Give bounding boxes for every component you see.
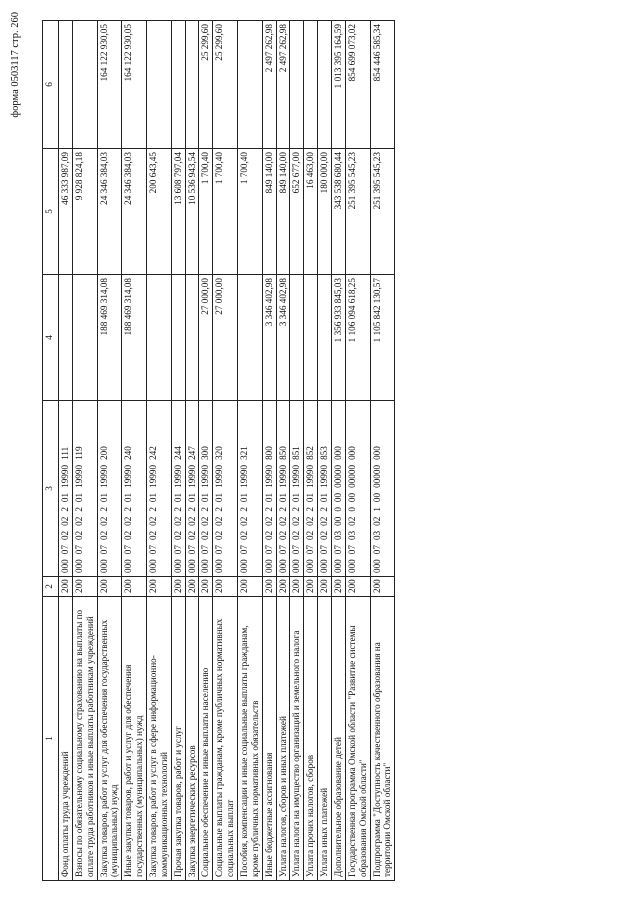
code-part: 07: [98, 545, 109, 555]
code-part: 07: [172, 545, 183, 555]
code-part: 02: [263, 530, 274, 541]
code-part: 2: [263, 507, 274, 512]
executed-amount: 1 700,40: [238, 149, 263, 275]
code-part: 00000: [333, 464, 344, 488]
executed-amount: 1 700,40: [213, 149, 238, 275]
code-part: 02: [123, 530, 134, 541]
code-part: 2: [214, 507, 225, 512]
unexecuted-amount: 1 013 395 164,59: [332, 21, 346, 149]
code-part: 242: [148, 446, 159, 460]
code-part: 02: [98, 530, 109, 541]
unexecuted-amount: [304, 21, 318, 149]
executed-amount: 251 395 545,23: [370, 149, 395, 275]
code-part: 02: [214, 516, 225, 526]
row-line-code: 200: [199, 577, 213, 597]
approved-amount: [171, 275, 185, 401]
code-part: 07: [123, 545, 134, 555]
code-part: 000: [305, 559, 316, 573]
code-part: 01: [277, 492, 288, 503]
budget-classification-code: [370, 401, 395, 577]
code-part: 02: [200, 516, 211, 526]
code-part: 19990: [98, 464, 109, 488]
code-part: 02: [214, 530, 225, 541]
code-part: 07: [148, 545, 159, 555]
table-row: [318, 21, 332, 881]
row-name: Прочая закупка товаров, работ и услуг: [171, 597, 185, 881]
unexecuted-amount: 2 497 262,98: [276, 21, 290, 149]
row-name: Иные бюджетные ассигнования: [262, 597, 276, 881]
row-name: Взносы по обязательному социальному страхованию на выплаты по оплате труда работников и иные выплаты работникам учреждений: [72, 597, 97, 881]
code-part: 02: [239, 530, 250, 541]
code-part: 00: [333, 492, 344, 503]
row-line-code: 200: [238, 577, 263, 597]
code-part: 19990: [186, 464, 197, 488]
row-name: Социальные выплаты гражданам, кроме публичных нормативных социальных выплат: [213, 597, 238, 881]
code-part: 000: [319, 559, 330, 573]
code-part: 2: [73, 507, 84, 512]
budget-classification-code: [290, 401, 304, 577]
code-part: 2: [277, 507, 288, 512]
unexecuted-amount: [185, 21, 199, 149]
approved-amount: 27 000,00: [213, 275, 238, 401]
executed-amount: 46 333 987,09: [59, 149, 73, 275]
code-part: 000: [98, 559, 109, 573]
table-row: [185, 21, 199, 881]
code-part: 02: [319, 530, 330, 541]
table-row: [97, 21, 122, 881]
code-part: 03: [371, 530, 382, 541]
code-part: 19990: [73, 464, 84, 488]
table-row: [147, 21, 172, 881]
code-part: 07: [73, 545, 84, 555]
code-part: 000: [148, 559, 159, 573]
code-part: 07: [277, 545, 288, 555]
row-name: Уплата прочих налогов, сборов: [304, 597, 318, 881]
executed-amount: 180 000,00: [318, 149, 332, 275]
code-part: 000: [346, 559, 357, 573]
approved-amount: [59, 275, 73, 401]
code-part: 02: [200, 530, 211, 541]
table-row: [59, 21, 73, 881]
code-part: 07: [263, 545, 274, 555]
budget-classification-code: [147, 401, 172, 577]
row-line-code: 200: [276, 577, 290, 597]
table-row: [122, 21, 147, 881]
code-part: 240: [123, 446, 134, 460]
executed-amount: 1 700,40: [199, 149, 213, 275]
column-header: 5: [43, 149, 59, 275]
table-row: [171, 21, 185, 881]
code-part: 853: [319, 446, 330, 460]
approved-amount: 3 346 402,98: [262, 275, 276, 401]
code-part: 2: [319, 507, 330, 512]
row-name: Закупка энергетических ресурсов: [185, 597, 199, 881]
code-part: 2: [148, 507, 159, 512]
code-part: 01: [73, 492, 84, 503]
unexecuted-amount: 854 699 073,02: [345, 21, 370, 149]
budget-classification-code: [318, 401, 332, 577]
unexecuted-amount: [238, 21, 263, 149]
code-part: 19990: [214, 464, 225, 488]
row-name: Иные закупки товаров, работ и услуг для обеспечения государственных (муниципальных) нужд: [122, 597, 147, 881]
row-name: Закупка товаров, работ и услуг для обеспечения государственных (муниципальных) нужд: [97, 597, 122, 881]
code-part: 02: [305, 530, 316, 541]
code-part: 02: [186, 530, 197, 541]
code-part: 000: [239, 559, 250, 573]
code-part: 03: [333, 530, 344, 541]
code-part: 2: [60, 507, 70, 512]
code-part: 0: [346, 507, 357, 512]
row-line-code: 200: [72, 577, 97, 597]
code-part: 01: [239, 492, 250, 503]
code-part: 244: [172, 446, 183, 460]
code-part: 19990: [319, 464, 330, 488]
row-name: Подпрограмма "Доступность качественного образования на территории Омской области": [370, 597, 395, 881]
code-part: 0: [333, 507, 344, 512]
code-part: 800: [263, 446, 274, 460]
approved-amount: [318, 275, 332, 401]
code-part: 07: [346, 545, 357, 555]
code-part: 000: [214, 559, 225, 573]
column-header: 2: [43, 577, 59, 597]
code-part: 07: [333, 545, 344, 555]
row-name: Пособия, компенсации и иные социальные выплаты гражданам, кроме публичных нормативных обязательств: [238, 597, 263, 881]
budget-classification-code: [185, 401, 199, 577]
row-name: Уплата налогов, сборов и иных платежей: [276, 597, 290, 881]
code-part: 2: [186, 507, 197, 512]
code-part: 000: [371, 446, 382, 460]
code-part: 01: [60, 492, 70, 503]
unexecuted-amount: 164 122 930,05: [122, 21, 147, 149]
code-part: 19990: [277, 464, 288, 488]
unexecuted-amount: [147, 21, 172, 149]
budget-classification-code: [304, 401, 318, 577]
unexecuted-amount: [72, 21, 97, 149]
code-part: 000: [172, 559, 183, 573]
code-part: 321: [239, 446, 250, 460]
approved-amount: 1 105 842 130,57: [370, 275, 395, 401]
code-part: 000: [263, 559, 274, 573]
code-part: 300: [200, 446, 211, 460]
code-part: 2: [291, 507, 302, 512]
code-part: 000: [123, 559, 134, 573]
code-part: 000: [200, 559, 211, 573]
code-part: 200: [98, 446, 109, 460]
row-line-code: 200: [318, 577, 332, 597]
table-row: [290, 21, 304, 881]
column-header: 4: [43, 275, 59, 401]
code-part: 2: [200, 507, 211, 512]
executed-amount: 849 140,00: [262, 149, 276, 275]
code-part: 02: [186, 516, 197, 526]
table-row: [332, 21, 346, 881]
code-part: 01: [200, 492, 211, 503]
row-line-code: 200: [59, 577, 73, 597]
budget-classification-code: [72, 401, 97, 577]
code-part: 02: [263, 516, 274, 526]
approved-amount: [147, 275, 172, 401]
budget-classification-code: [332, 401, 346, 577]
executed-amount: 24 346 384,03: [122, 149, 147, 275]
code-part: 02: [291, 516, 302, 526]
row-line-code: 200: [171, 577, 185, 597]
code-part: 01: [214, 492, 225, 503]
code-part: 07: [60, 545, 70, 555]
code-part: 00000: [371, 464, 382, 488]
table-row: [370, 21, 395, 881]
code-part: 01: [123, 492, 134, 503]
code-part: 19990: [305, 464, 316, 488]
code-part: 02: [98, 516, 109, 526]
executed-amount: 849 140,00: [276, 149, 290, 275]
approved-amount: 188 469 314,08: [122, 275, 147, 401]
code-part: 07: [291, 545, 302, 555]
executed-amount: 652 677,00: [290, 149, 304, 275]
code-part: 07: [305, 545, 316, 555]
code-part: 851: [291, 446, 302, 460]
row-name: Дополнительное образование детей: [332, 597, 346, 881]
code-part: 000: [291, 559, 302, 573]
budget-classification-code: [199, 401, 213, 577]
unexecuted-amount: [171, 21, 185, 149]
approved-amount: [304, 275, 318, 401]
code-part: 01: [186, 492, 197, 503]
code-part: 247: [186, 446, 197, 460]
approved-amount: 188 469 314,08: [97, 275, 122, 401]
code-part: 2: [239, 507, 250, 512]
budget-table: [42, 20, 395, 881]
row-name: Уплата налога на имущество организаций и земельного налога: [290, 597, 304, 881]
unexecuted-amount: 2 497 262,98: [262, 21, 276, 149]
code-part: 01: [291, 492, 302, 503]
row-line-code: 200: [185, 577, 199, 597]
code-part: 19990: [263, 464, 274, 488]
table-body: [59, 21, 395, 881]
table-row: [238, 21, 263, 881]
table-row: [262, 21, 276, 881]
code-part: 2: [172, 507, 183, 512]
code-part: 850: [277, 446, 288, 460]
code-part: 02: [60, 530, 70, 541]
code-part: 07: [239, 545, 250, 555]
unexecuted-amount: 25 299,60: [213, 21, 238, 149]
approved-amount: [72, 275, 97, 401]
row-line-code: 200: [304, 577, 318, 597]
code-part: 19990: [172, 464, 183, 488]
table-row: [276, 21, 290, 881]
row-name: Фонд оплаты труда учреждений: [59, 597, 73, 881]
code-part: 119: [73, 446, 84, 460]
approved-amount: [290, 275, 304, 401]
table-row: [199, 21, 213, 881]
code-part: 02: [277, 530, 288, 541]
row-line-code: 200: [262, 577, 276, 597]
code-part: 02: [148, 530, 159, 541]
unexecuted-amount: [59, 21, 73, 149]
row-name: Уплата иных платежей: [318, 597, 332, 881]
unexecuted-amount: 854 446 585,34: [370, 21, 395, 149]
approved-amount: 1 356 933 845,03: [332, 275, 346, 401]
code-part: 07: [371, 545, 382, 555]
approved-amount: 1 106 094 618,25: [345, 275, 370, 401]
approved-amount: [185, 275, 199, 401]
row-line-code: 200: [97, 577, 122, 597]
row-line-code: 200: [213, 577, 238, 597]
code-part: 000: [371, 559, 382, 573]
executed-amount: 24 346 384,03: [97, 149, 122, 275]
code-part: 03: [346, 530, 357, 541]
code-part: 02: [148, 516, 159, 526]
code-part: 19990: [200, 464, 211, 488]
code-part: 000: [73, 559, 84, 573]
column-header: 1: [43, 597, 59, 881]
code-part: 01: [98, 492, 109, 503]
approved-amount: [238, 275, 263, 401]
table-row: [304, 21, 318, 881]
code-part: 02: [305, 516, 316, 526]
code-part: 320: [214, 446, 225, 460]
code-part: 00000: [346, 464, 357, 488]
column-header: 6: [43, 21, 59, 149]
unexecuted-amount: 25 299,60: [199, 21, 213, 149]
budget-classification-code: [59, 401, 73, 577]
code-part: 2: [123, 507, 134, 512]
code-part: 19990: [239, 464, 250, 488]
budget-classification-code: [213, 401, 238, 577]
table-row: [213, 21, 238, 881]
code-part: 02: [291, 530, 302, 541]
code-part: 02: [172, 516, 183, 526]
executed-amount: 343 538 680,44: [332, 149, 346, 275]
code-part: 07: [186, 545, 197, 555]
code-part: 000: [333, 559, 344, 573]
code-part: 1: [371, 507, 382, 512]
budget-classification-code: [262, 401, 276, 577]
row-line-code: 200: [122, 577, 147, 597]
code-part: 000: [333, 446, 344, 460]
executed-amount: 16 463,00: [304, 149, 318, 275]
code-part: 19990: [60, 464, 70, 488]
code-part: 19990: [291, 464, 302, 488]
header-row: [43, 21, 59, 881]
row-line-code: 200: [290, 577, 304, 597]
budget-classification-code: [122, 401, 147, 577]
row-name: Государственная программа Омской области "Развитие системы образования Омской области": [345, 597, 370, 881]
code-part: 02: [172, 530, 183, 541]
budget-classification-code: [345, 401, 370, 577]
executed-amount: 10 536 943,54: [185, 149, 199, 275]
code-part: 02: [346, 516, 357, 526]
code-part: 000: [277, 559, 288, 573]
code-part: 01: [319, 492, 330, 503]
code-part: 000: [346, 446, 357, 460]
code-part: 2: [98, 507, 109, 512]
code-part: 07: [214, 545, 225, 555]
code-part: 00: [346, 492, 357, 503]
code-part: 02: [73, 530, 84, 541]
code-part: 02: [371, 516, 382, 526]
approved-amount: 27 000,00: [199, 275, 213, 401]
code-part: 07: [319, 545, 330, 555]
executed-amount: 251 395 545,23: [345, 149, 370, 275]
executed-amount: 200 643,45: [147, 149, 172, 275]
table-row: [345, 21, 370, 881]
budget-classification-code: [238, 401, 263, 577]
budget-classification-code: [97, 401, 122, 577]
code-part: 01: [172, 492, 183, 503]
row-line-code: 200: [332, 577, 346, 597]
code-part: 19990: [123, 464, 134, 488]
row-line-code: 200: [147, 577, 172, 597]
code-part: 111: [60, 446, 70, 460]
row-name: Закупка товаров, работ и услуг в сфере информационно-коммуникационных технологий: [147, 597, 172, 881]
budget-classification-code: [171, 401, 185, 577]
unexecuted-amount: 164 122 930,05: [97, 21, 122, 149]
code-part: 000: [60, 559, 70, 573]
code-part: 2: [305, 507, 316, 512]
approved-amount: 3 346 402,98: [276, 275, 290, 401]
code-part: 02: [277, 516, 288, 526]
code-part: 01: [263, 492, 274, 503]
unexecuted-amount: [290, 21, 304, 149]
row-line-code: 200: [370, 577, 395, 597]
budget-classification-code: [276, 401, 290, 577]
code-part: 01: [148, 492, 159, 503]
code-part: 07: [200, 545, 211, 555]
code-part: 000: [186, 559, 197, 573]
code-part: 19990: [148, 464, 159, 488]
code-part: 02: [73, 516, 84, 526]
code-part: 02: [123, 516, 134, 526]
executed-amount: 13 608 797,04: [171, 149, 185, 275]
row-line-code: 200: [345, 577, 370, 597]
code-part: 02: [319, 516, 330, 526]
code-part: 02: [239, 516, 250, 526]
code-part: 02: [60, 516, 70, 526]
unexecuted-amount: [318, 21, 332, 149]
code-part: 00: [333, 516, 344, 526]
code-part: 01: [305, 492, 316, 503]
column-header: 3: [43, 401, 59, 577]
code-part: 00: [371, 492, 382, 503]
form-label: форма 0503117 стр. 260: [10, 12, 21, 118]
table-row: [72, 21, 97, 881]
code-part: 852: [305, 446, 316, 460]
executed-amount: 9 928 824,18: [72, 149, 97, 275]
row-name: Социальное обеспечение и иные выплаты населению: [199, 597, 213, 881]
